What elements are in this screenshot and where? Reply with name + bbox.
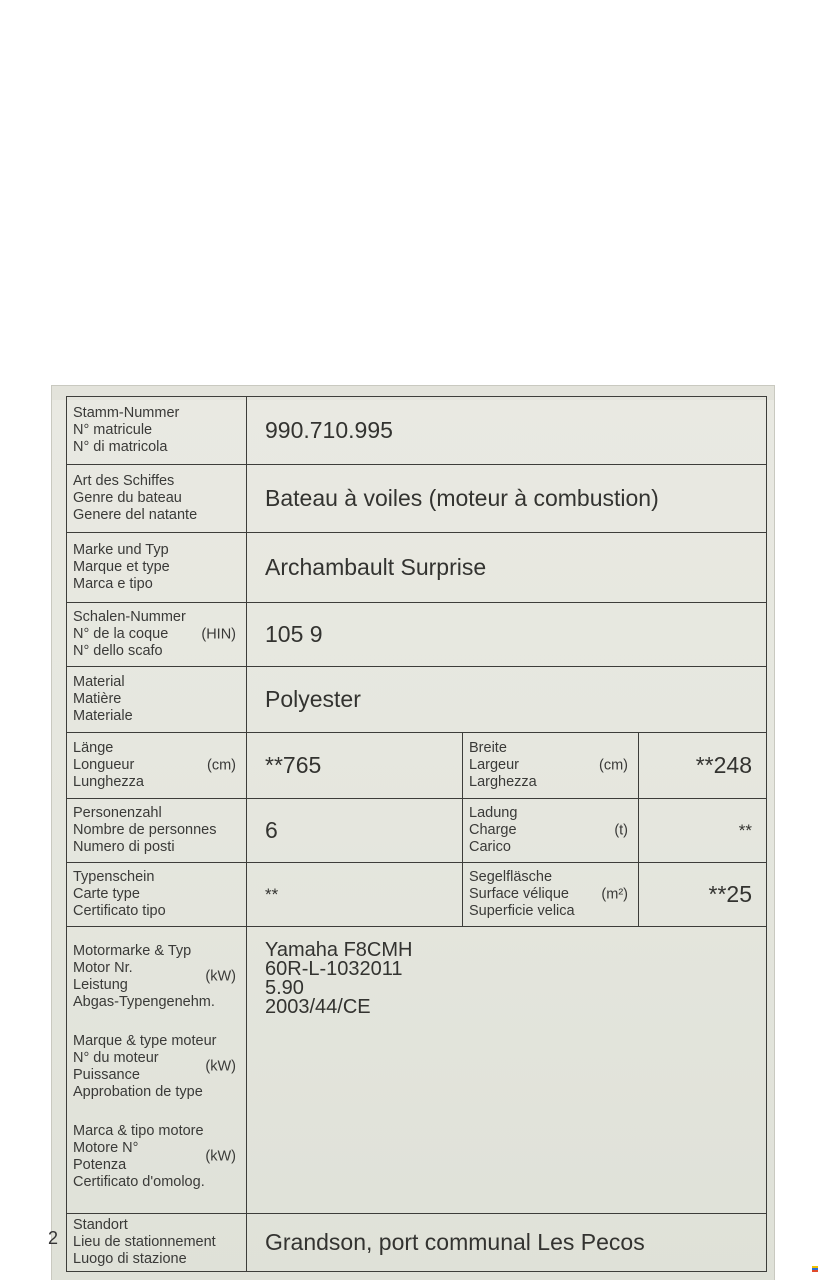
- row-certificate-sail: [67, 863, 767, 927]
- engine-unit-fr: (kW): [205, 1058, 236, 1075]
- make-model-label: Marke und Typ Marque et type Marca e tipo: [67, 533, 247, 603]
- length-value: **765: [247, 733, 463, 799]
- sail-area-value: **25: [639, 863, 767, 927]
- engine-unit-it: (kW): [205, 1148, 236, 1165]
- width-unit: (cm): [599, 757, 628, 773]
- row-registration: [67, 397, 767, 465]
- page-number-mark: 2: [48, 1228, 59, 1248]
- engine-unit-de: (kW): [205, 968, 236, 985]
- engine-approval: 2003/44/CE: [265, 996, 371, 1018]
- corner-logo-icon: [812, 1266, 818, 1274]
- engine-label: [67, 927, 247, 1214]
- engine-number: 60R-L-1032011: [265, 958, 403, 980]
- length-unit: (cm): [207, 757, 236, 773]
- location-label: Standort Lieu de stationnement Luogo di stazione: [67, 1214, 247, 1272]
- load-label: Ladung Charge Carico (t): [463, 799, 639, 863]
- registration-label: Stamm-Nummer N° matricule N° di matricola: [67, 397, 247, 465]
- engine-label-fr: Marque & type moteur N° du moteur Puissance Approbation de type (kW): [73, 1033, 236, 1100]
- material-value: Polyester: [247, 667, 767, 733]
- load-value: **: [639, 799, 767, 863]
- type-cert-value: **: [247, 863, 463, 927]
- engine-power: 5.90: [265, 977, 304, 999]
- registration-value: 990.710.995: [247, 397, 767, 465]
- sail-area-unit: (m²): [601, 886, 628, 902]
- row-location: [67, 1214, 767, 1272]
- persons-label: Personenzahl Nombre de personnes Numero di posti: [67, 799, 247, 863]
- boat-type-value: Bateau à voiles (moteur à combustion): [247, 465, 767, 533]
- row-engine: [67, 927, 767, 1214]
- location-value: Grandson, port communal Les Pecos: [247, 1214, 767, 1272]
- row-boat-type: [67, 465, 767, 533]
- boat-type-label: Art des Schiffes Genre du bateau Genere del natante: [67, 465, 247, 533]
- hull-number-unit: (HIN): [201, 626, 236, 642]
- registration-card: [52, 386, 774, 1280]
- row-material: [67, 667, 767, 733]
- engine-label-de: Motormarke & Typ Motor Nr. Leistung Abgas-Typengenehm. (kW): [73, 943, 236, 1010]
- persons-value: 6: [247, 799, 463, 863]
- load-unit: (t): [614, 822, 628, 838]
- row-make-model: [67, 533, 767, 603]
- row-hull-number: [67, 603, 767, 667]
- material-label: Material Matière Materiale: [67, 667, 247, 733]
- sail-area-label: Segelfläsche Surface vélique Superficie velica (m²): [463, 863, 639, 927]
- engine-label-it: Marca & tipo motore Motore N° Potenza Certificato d'omolog. (kW): [73, 1123, 236, 1190]
- engine-value: [247, 927, 767, 1214]
- row-capacity: [67, 799, 767, 863]
- width-value: **248: [639, 733, 767, 799]
- engine-make: Yamaha F8CMH: [265, 939, 413, 961]
- length-label: Länge Longueur Lunghezza (cm): [67, 733, 247, 799]
- make-model-value: Archambault Surprise: [247, 533, 767, 603]
- hull-number-label: Schalen-Nummer N° de la coque N° dello scafo (HIN): [67, 603, 247, 667]
- row-dimensions: [67, 733, 767, 799]
- hull-number-value: 105 9: [247, 603, 767, 667]
- width-label: Breite Largeur Larghezza (cm): [463, 733, 639, 799]
- type-cert-label: Typenschein Carte type Certificato tipo: [67, 863, 247, 927]
- registration-table: [66, 396, 767, 1272]
